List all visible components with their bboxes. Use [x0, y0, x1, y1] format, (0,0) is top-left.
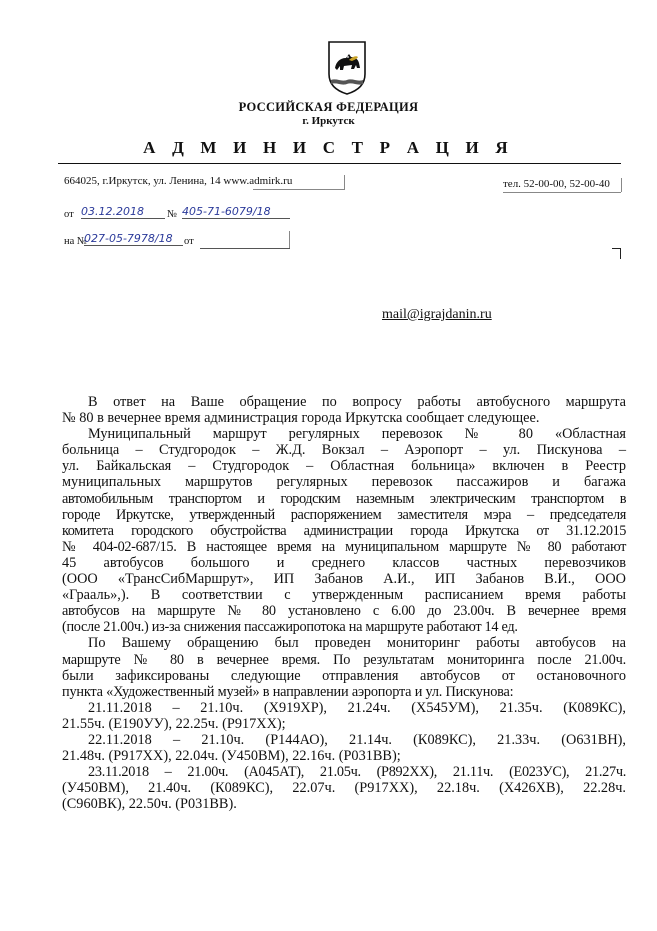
body-line: 21.55ч. (Е190УУ), 22.25ч. (Р917ХХ);	[62, 715, 286, 732]
body-line: № 80 в вечернее время администрация города Иркутска сообщает следующее.	[62, 410, 540, 427]
address-underline	[253, 189, 345, 190]
outgoing-number: 405-71-6079/18	[182, 205, 290, 219]
body-line: были зафиксированы следующие отправления автобусов от остановочного	[62, 667, 626, 684]
body-line: В ответ на Ваше обращение по вопросу работы автобусного маршрута	[88, 394, 626, 410]
body-line: городе Иркутске, утвержденный распоряжением заместителя мэра – председателя	[62, 506, 626, 523]
body-line: (после 21.00ч.) из-за снижения пассажиропотока на маршруте работают 14 ед.	[62, 619, 518, 636]
phone-underline	[503, 192, 621, 193]
address-bracket	[344, 175, 345, 189]
letter-body	[62, 394, 626, 813]
addressee-corner-mark	[612, 248, 621, 259]
city-heading: г. Иркутск	[302, 115, 355, 127]
incoming-number: 027-05-7978/18	[84, 232, 183, 246]
body-line: По Вашему обращению был проведен мониторинг работы автобусов на	[88, 635, 626, 652]
body-line: (ООО «ТрансСибМаршрут», ИП Забанов А.И., ИП Забанов В.И., ООО	[62, 571, 626, 588]
phone-bracket	[621, 178, 622, 192]
organization-phone: тел. 52-00-00, 52-00-40	[503, 178, 610, 190]
body-line: ул. Байкальская – Студгородок – Областная больница» включен в Реестр	[62, 458, 626, 475]
coat-of-arms-icon	[327, 40, 367, 95]
organization-title: А Д М И Н И С Т Р А Ц И Я	[143, 138, 514, 157]
body-line: «Грааль»,). В соответствии с утвержденным расписанием время работы	[62, 587, 626, 604]
organization-address: 664025, г.Иркутск, ул. Ленина, 14 www.admirk.ru	[64, 175, 293, 187]
incoming-number-label: на №	[64, 236, 87, 247]
body-line: 21.11.2018 – 21.10ч. (Х919ХР), 21.24ч. (Х545УМ), 21.35ч. (К089КС),	[88, 699, 626, 716]
body-line: 45 автобусов большого и среднего классов частных перевозчиков	[62, 554, 626, 571]
body-line: автобусов на маршруте № 80 установлено с 6.00 до 23.00ч. В вечернее время	[62, 603, 626, 620]
recipient-email: mail@igrajdanin.ru	[382, 307, 492, 322]
country-heading: РОССИЙСКАЯ ФЕДЕРАЦИЯ	[238, 100, 419, 114]
body-line: муниципальных маршрутов регулярных перевозок пассажиров и багажа	[62, 474, 626, 491]
incoming-date	[200, 233, 290, 249]
body-line: 22.11.2018 – 21.10ч. (Р144АО), 21.14ч. (К089КС), 21.33ч. (О631ВН),	[88, 731, 626, 748]
outgoing-date: 03.12.2018	[81, 205, 165, 219]
incoming-date-bracket	[289, 231, 290, 248]
body-line: (У450ВМ), 21.40ч. (К089КС), 22.07ч. (Р917ХХ), 22.18ч. (Х426ХВ), 22.28ч.	[62, 780, 626, 797]
body-line: № 404-02-687/15. В настоящее время на муниципальном маршруте № 80 работают	[62, 538, 626, 555]
body-line: пункта «Художественный музей» в направлении аэропорта и ул. Пискунова:	[62, 683, 514, 700]
body-line: автомобильным транспортом и городским наземным электрическим транспортом в	[62, 490, 626, 507]
body-line: маршруте № 80 в вечернее время. По результатам мониторинга после 21.00ч.	[62, 651, 626, 668]
body-line: (С960ВК), 22.50ч. (Р031ВВ).	[62, 796, 237, 813]
header-divider	[58, 163, 621, 164]
body-line: комитета городского обустройства администрации города Иркутска от 31.12.2015	[62, 522, 626, 539]
outgoing-number-label: №	[167, 209, 178, 220]
body-line: больница – Студгородок – Ж.Д. Вокзал – Аэропорт – ул. Пискунова –	[62, 442, 626, 459]
incoming-date-label: от	[184, 236, 194, 247]
body-line: 21.48ч. (Р917ХХ), 22.04ч. (У450ВМ), 22.16ч. (Р031ВВ);	[62, 748, 401, 765]
body-line: Муниципальный маршрут регулярных перевозок № 80 «Областная	[88, 426, 626, 443]
outgoing-date-label: от	[64, 209, 74, 220]
body-line: 23.11.2018 – 21.00ч. (А045АТ), 21.05ч. (Р892ХХ), 21.11ч. (Е023УС), 21.27ч.	[88, 764, 626, 781]
